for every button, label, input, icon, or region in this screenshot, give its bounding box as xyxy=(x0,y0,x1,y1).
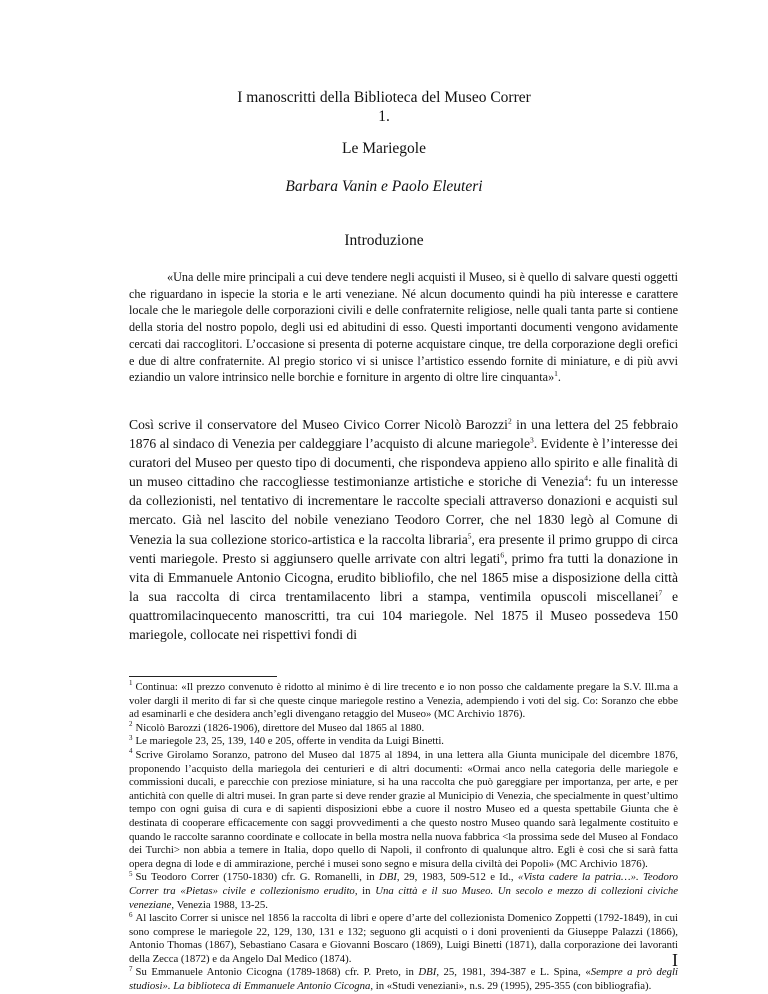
body-text: , primo fra tutti la donazione in vita di Emmanuele Antonio Cicogna, erudito bibliofilo, che nel 1865 mise a disposizione della città la sua raccolta di circa trentamilacento libri a stampa, ventimila opuscoli miscellanei xyxy=(129,550,678,604)
body-text: Così scrive il conservatore del Museo Civico Correr Nicolò Barozzi xyxy=(129,417,508,432)
footnote-text: Scrive Girolamo Soranzo, patrono del Museo dal 1875 al 1894, in una lettera alla Giunta municipale del dicembre 1876, proponendo l’acquisto della mariegola dei centurieri e di altri documenti: «Ormai anco nella categoria delle mariegole e commissioni ducali, e parecchie con preziose miniature, si ha una raccolta che può gareggiare per importanza, per arte, e per antichità con quelle di altri musei. In gran parte si deve render grazie al Municipio di Venezia, che specialmente in quest’ultimo tempo con ogni guisa di cura e di sapienti disposizioni ebbe a cuore il nostro Museo ed a questa spettabile Giunta che è destinata di cooperare efficacemente con saggi provvedimenti a che questo nostro Museo quando sarà legalmente costituito e quando le raccolte saranno coordinate e collocate in bella mostra nella nuova fabbrica <la prossima sede del Museo al Fondaco dei Turchi> non abbia a temere in Italia, dopo quello di Napoli, il confronto di qualunque altro. Egli è così che si sarà fatta opera degna di lode e di ammirazione, perché i musei sono segno e misura della civiltà dei Popoli» (MC Archivio 1876). xyxy=(129,748,678,870)
footnote-5 xyxy=(129,871,678,912)
footnote-text: Su Teodoro Correr (1750-1830) cfr. G. Romanelli, in xyxy=(135,871,379,884)
body-text: : fu un interesse da collezionisti, nel tentativo di incrementare le raccolte speciali attraverso donazioni e acquisti sul mercato. Già nel lascito del nobile veneziano Teodoro Correr, che nel 1830 legò al Comune di Venezia la sua collezione storico-artistica e la raccolta libraria xyxy=(129,474,678,547)
title-line-2: 1. xyxy=(378,108,390,125)
footnote-number: 6 xyxy=(129,910,133,919)
footnote-italic: Sempre a prò degli studiosi». La biblioteca di Emmanuele Antonio Cicogna xyxy=(129,966,678,993)
footnote-number: 5 xyxy=(129,869,133,878)
subtitle: Le Mariegole xyxy=(342,140,426,157)
footnote-text: , in xyxy=(354,884,376,897)
body-paragraph xyxy=(129,415,678,644)
section-heading: Introduzione xyxy=(344,232,424,249)
footnote-text: , in «Studi veneziani», n.s. 29 (1995), 295-355 (con bibliografia). xyxy=(370,980,652,993)
body-text: . Evidente è l’interesse dei curatori del Museo per questo tipo di documenti, che rispondeva appieno allo spirito e alle finalità di un museo cittadino che raccogliesse testimonianze artistiche e storiche di Venezia xyxy=(129,436,678,490)
footnote-divider xyxy=(129,676,277,677)
footnote-4 xyxy=(129,749,678,871)
footnote-number: 4 xyxy=(129,747,133,756)
footnote-ref-1[interactable]: 1 xyxy=(554,369,558,379)
body-text: e quattromilacinquecento manoscritti, tra cui 104 mariegole. Nel 1875 il Museo possedeva 150 mariegole, collocate nei rispettivi fondi di xyxy=(129,588,678,643)
body-text: in una lettera del 25 febbraio 1876 al sindaco di Venezia per caldeggiare l’acquisto di alcune mariegole xyxy=(129,417,678,452)
footnote-text: Le mariegole 23, 25, 139, 140 e 205, offerte in vendita da Luigi Binetti. xyxy=(135,735,444,748)
quote-text: «Una delle mire principali a cui deve tendere negli acquisti il Museo, si è quello di salvare questi oggetti che riguardano in ispecie la storia e le arti veneziane. Né alcun documento quindi ha più interesse e carattere locale che le mariegole delle corporazioni civili e delle confraternite religiose, nelle quali tanta parte si contiene della storia del nostro popolo, degli usi ed abitudini di esso. Questi importanti documenti vengono avidamente cercati dai raccoglitori. L’occasione si presenta di poterne acquistare cinque, tre della corporazione degli orefici e due di altre confraternite. Al pregio storico vi si unisce l’artistico essendo fornite di miniature, e di più avvi eziandio un valore intrinsico nelle borchie e forniture in argento di oltre lire cinquanta» xyxy=(129,270,678,385)
footnote-ref-7[interactable]: 7 xyxy=(658,588,663,598)
footnote-3 xyxy=(129,735,678,749)
footnote-text: , Venezia 1988, 13-25. xyxy=(171,898,268,911)
page-title xyxy=(90,88,678,126)
footnote-ref-6[interactable]: 6 xyxy=(500,550,505,560)
footnote-italic: «Vista cadere la patria…». Teodoro Correr tra «Pietas» civile e collezionismo erudito xyxy=(129,871,678,897)
footnote-ref-3[interactable]: 3 xyxy=(529,435,534,445)
footnote-number: 1 xyxy=(129,679,133,688)
footnote-ref-4[interactable]: 4 xyxy=(584,473,589,483)
footnote-text: Continua: «Il prezzo convenuto è ridotto al minimo è di lire trecento e io non posso che caldamente pregare la S.V. Ill.ma a voler dargli il merito di far sì che queste cinque mariegole restino a Venezia, adempiendo i voti del sig. Co: Soranzo che ebbe ad esaminarli e che desidera anch’egli divengano retaggio del Museo» (MC Archivio 1876). xyxy=(129,681,678,721)
footnote-italic: DBI xyxy=(418,966,437,979)
footnote-2 xyxy=(129,722,678,736)
footnote-italic: Una città e il suo Museo. Un secolo e mezzo di collezioni civiche veneziane xyxy=(129,884,678,911)
page-number: I xyxy=(672,950,678,970)
footnote-1 xyxy=(129,681,678,722)
body-text: , era presente il primo gruppo di circa venti mariegole. Presto si aggiunsero quelle arrivate con altri legati xyxy=(129,531,678,566)
title-line-1: I manoscritti della Biblioteca del Museo Correr xyxy=(237,89,531,106)
footnote-number: 2 xyxy=(129,720,133,729)
footnotes xyxy=(129,681,678,994)
footnote-text: , 25, 1981, 394-387 e L. Spina, « xyxy=(436,966,591,979)
footnote-6 xyxy=(129,912,678,966)
footnote-italic: DBI xyxy=(378,871,397,884)
footnote-number: 7 xyxy=(129,964,133,973)
footnote-number: 3 xyxy=(129,733,133,742)
footnote-text: Al lascito Correr si unisce nel 1856 la raccolta di libri e opere d’arte del collezionista Domenico Zoppetti (1792-1849), in cui sono comprese le mariegole 22, 129, 130, 131 e 132; seguono gli acquisti o i doni provenienti da Giuseppe Palazzi (1866), Antonio Thomas (1867), Sebastiano Casara e Giovanni Boscaro (1869), Luigi Binetti (1871), dalla corporazione dei lavoranti della Zecca (1872) e da Angelo Dal Medico (1874). xyxy=(129,912,678,965)
footnote-7 xyxy=(129,966,678,993)
footnote-text: Su Emmanuele Antonio Cicogna (1789-1868) cfr. P. Preto, in xyxy=(135,966,419,979)
authors: Barbara Vanin e Paolo Eleuteri xyxy=(285,178,483,195)
block-quote: «Una delle mire principali a cui deve tendere negli acquisti il Museo, si è quello di salvare questi oggetti che riguardano in ispecie la storia e le arti veneziane. Né alcun documento quindi ha più interesse e carattere locale che le mariegole delle corporazioni civili e delle confraternite religiose, nelle quali tanta parte si contiene della storia del nostro popolo, degli usi ed abitudini di esso. Questi importanti documenti vengono avidamente cercati dai raccoglitori. L’occasione si presenta di poterne acquistare cinque, tre della corporazione degli orefici e due di altre confraternite. Al pregio storico vi si unisce l’artistico essendo fornite di miniature, e di più avvi eziandio un valore intrinsico nelle borchie e forniture in argento di oltre lire cinquanta»$^1$. xyxy=(129,270,678,385)
footnote-ref-2[interactable]: 2 xyxy=(507,416,512,426)
footnote-ref-5[interactable]: 5 xyxy=(467,531,472,541)
footnote-text: , 29, 1983, 509-512 e Id., xyxy=(396,871,518,884)
footnote-text: Nicolò Barozzi (1826-1906), direttore del Museo dal 1865 al 1880. xyxy=(135,721,425,734)
